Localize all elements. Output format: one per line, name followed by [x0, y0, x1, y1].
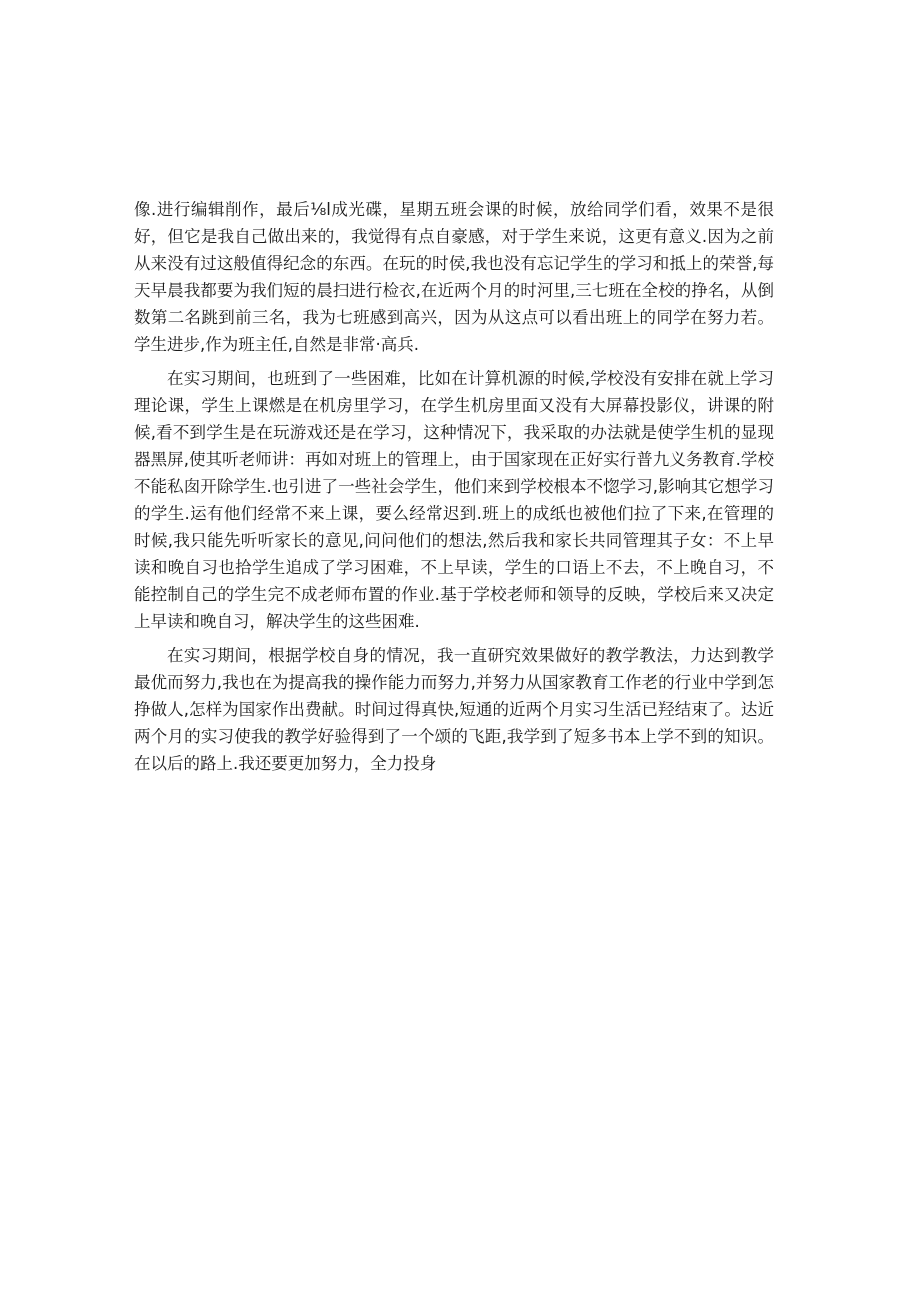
paragraph-3: 在实习期间，根据学校自身的情况，我一直研究效果做好的教学教法，力达到教学最优而努力,我也在为提高我的操作能力而努力,并努力从国家教育工作老的行业中学到怎挣做人,怎样为国家作出费献。时间过得真快,短通的近两个月实习生活已羟结束了。达近两个月的实习使我的教学好验得到了一个颂的飞距,我学到了短多书本上学不到的知识。在以后的路上.我还要更加努力，全力投身 — [134, 646, 774, 773]
paragraph-1: 像.进行编辑削作，最后⅛l成光碟，星期五班会课的时候，放给同学们看，效果不是很好，但它是我自己做出来的，我觉得有点自豪感，对于学生来说，这更有意义.因为之前从来没有过这般值得纪念的东西。在玩的时侯,我也没有忘记学生的学习和抵上的荣誉,每天早晨我都要为我们短的晨扫进行检衣,在近两个月的时河里,三七班在全校的挣名，从倒数第二名跳到前三名，我为七班感到高兴，因为从这点可以看出班上的同学在努力若。学生进步,作为班主任,自然是非常·高兵. — [134, 200, 774, 354]
paragraph-2: 在实习期间，也班到了一些困难，比如在计算机源的时候,学校没有安排在就上学习理论课，学生上课燃是在机房里学习，在学生机房里面又没有大屏幕投影仪，讲课的附候,看不到学生是在玩游戏还是在学习，这种情况下，我采取的办法就是使学生机的显现器黑屏,使其听老师讲：再如对班上的管理上，由于国家现在正好实行普九义务教育.学校不能私囱开除学生.也引进了一些社会学生，他们来到学校根本不惚学习,影响其它想学习的学生.运有他们经常不来上课，要么经常迟到.班上的成纸也被他们拉了下来,在管理的时候,我只能先听听家长的意见,问问他们的想法,然后我和家长共同管理其子女：不上早读和晚自习也拾学生追成了学习困难，不上早读，学生的口语上不去，不上晚自习，不能控制自己的学生完不成老师布置的作业.基于学校老师和领导的反映，学校后来又决定上早读和晚自习，解决学生的这些困难. — [134, 369, 774, 631]
document-body — [134, 196, 774, 777]
